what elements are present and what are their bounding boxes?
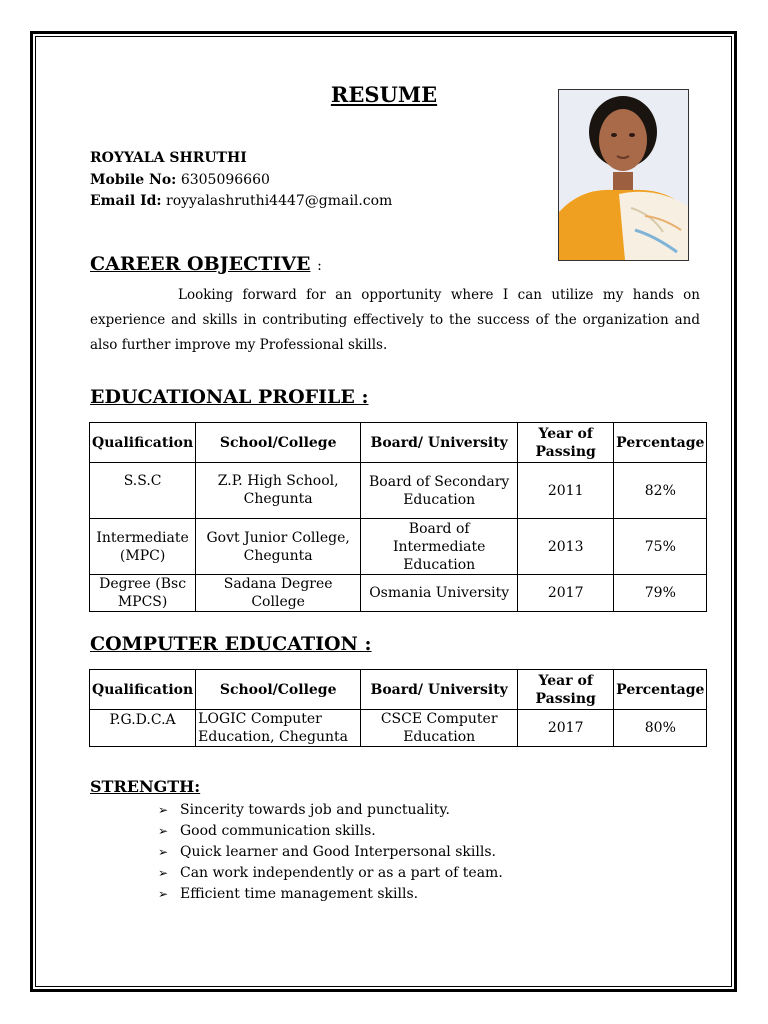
header-board-university: Board/ University	[361, 670, 518, 710]
header-school-college: School/College	[196, 423, 361, 463]
header-year-of-passing: Year of Passing	[518, 423, 614, 463]
computer-education-heading: COMPUTER EDUCATION :	[90, 633, 372, 655]
resume-title: RESUME	[330, 82, 438, 107]
career-objective-text: Looking forward for an opportunity where I can utilize my hands on experience and skills in contributing effectively to the success of the organization and also further improve my Professional skills.	[90, 287, 700, 353]
list-item: ➢ Good communication skills.	[158, 821, 503, 842]
header-school-college: School/College	[196, 670, 361, 710]
mobile-label: Mobile No:	[90, 171, 177, 188]
header-qualification: Qualification	[90, 423, 196, 463]
computer-education-table	[89, 669, 707, 747]
career-objective-heading: CAREER OBJECTIVE :	[90, 253, 322, 275]
arrow-bullet-icon: ➢	[158, 824, 169, 838]
strength-list	[158, 800, 503, 905]
header-qualification: Qualification	[90, 670, 196, 710]
educational-profile-heading: EDUCATIONAL PROFILE :	[90, 386, 369, 408]
header-percentage: Percentage	[614, 670, 707, 710]
contact-block	[90, 148, 392, 213]
table-row: Intermediate (MPC) Govt Junior College, Chegunta Board of Intermediate Education 2013 75%	[90, 519, 707, 575]
list-item: ➢ Sincerity towards job and punctuality.	[158, 800, 503, 821]
mobile-number: 6305096660	[180, 171, 270, 188]
header-board-university: Board/ University	[361, 423, 518, 463]
strength-heading: STRENGTH:	[90, 777, 201, 796]
arrow-bullet-icon: ➢	[158, 803, 169, 817]
profile-photo	[558, 89, 689, 261]
email-label: Email Id:	[90, 193, 162, 209]
header-percentage: Percentage	[614, 423, 707, 463]
table-header-row	[90, 670, 707, 710]
list-item: ➢ Quick learner and Good Interpersonal skills.	[158, 842, 503, 863]
header-year-of-passing: Year of Passing	[518, 670, 614, 710]
table-header-row	[90, 423, 707, 463]
list-item: ➢ Can work independently or as a part of team.	[158, 863, 503, 884]
list-item: ➢ Efficient time management skills.	[158, 884, 503, 905]
table-row: P.G.D.C.A LOGIC Computer Education, Chegunta CSCE Computer Education 2017 80%	[90, 710, 707, 747]
table-row: S.S.C Z.P. High School, Chegunta Board of Secondary Education 2011 82%	[90, 463, 707, 519]
educational-profile-table	[89, 422, 707, 612]
email-address: royyalashruthi4447@gmail.com	[166, 193, 393, 209]
arrow-bullet-icon: ➢	[158, 845, 169, 859]
candidate-name: ROYYALA SHRUTHI	[90, 150, 247, 166]
arrow-bullet-icon: ➢	[158, 866, 169, 880]
table-row: Degree (Bsc MPCS) Sadana Degree College Osmania University 2017 79%	[90, 575, 707, 612]
arrow-bullet-icon: ➢	[158, 887, 169, 901]
